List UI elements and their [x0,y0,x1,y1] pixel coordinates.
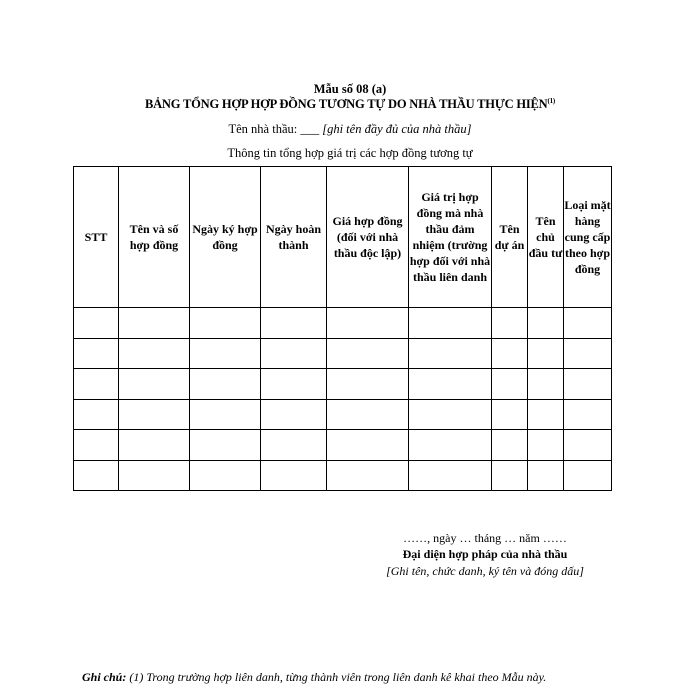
footnote-label: Ghi chú: [82,670,127,684]
table-cell [564,308,612,339]
table-cell [528,399,564,430]
table-cell [492,430,528,461]
table-cell [409,369,492,400]
table-row [74,430,612,461]
table-cell [74,399,119,430]
footnote-text: (1) Trong trường hợp liên danh, từng thành viên trong liên danh kê khai theo Mẫu này. [129,670,547,684]
date-line: ……, ngày … tháng … năm …… [403,531,567,545]
table-cell [190,430,261,461]
table-cell [190,369,261,400]
column-header-sign-date: Ngày ký hợp đồng [190,167,261,308]
signature-instruction: [Ghi tên, chức danh, ký tên và đóng dấu] [386,564,584,578]
table-cell [119,460,190,491]
table-caption: Thông tin tổng hợp giá trị các hợp đồng tương tự [227,146,473,160]
table-cell [190,399,261,430]
table-cell [119,308,190,339]
table-cell [74,308,119,339]
representative-label: Đại diện hợp pháp của nhà thầu [402,547,568,561]
table-row [74,460,612,491]
table-cell [409,460,492,491]
table-row [74,399,612,430]
table-cell [190,460,261,491]
table-cell [261,430,327,461]
table-cell [409,308,492,339]
column-header-contract-name: Tên và số hợp đồng [119,167,190,308]
table-cell [119,399,190,430]
contractor-name-line [0,122,700,137]
table-cell [327,308,409,339]
table-cell [409,430,492,461]
table-cell [327,460,409,491]
table-cell [261,369,327,400]
table-cell [119,369,190,400]
column-header-goods-type: Loại mặt hàng cung cấp theo hợp đồng [564,167,612,308]
table-cell [74,338,119,369]
contracts-table [73,166,612,491]
table-cell [327,430,409,461]
table-row [74,338,612,369]
table-cell [528,430,564,461]
table-cell [492,399,528,430]
column-header-investor-name: Tên chủ đầu tư [528,167,564,308]
document-title-text: BẢNG TỔNG HỢP HỢP ĐỒNG TƯƠNG TỰ DO NHÀ THẦU THỰC HIỆN [144,97,548,111]
table-cell [261,460,327,491]
table-cell [190,338,261,369]
table-cell [492,338,528,369]
footnote [82,670,546,685]
table-cell [261,338,327,369]
column-header-completion-date: Ngày hoàn thành [261,167,327,308]
table-cell [327,369,409,400]
column-header-project-name: Tên dự án [492,167,528,308]
table-cell [528,460,564,491]
table-cell [74,460,119,491]
table-cell [119,338,190,369]
column-header-stt: STT [74,167,119,308]
table-cell [564,460,612,491]
title-footnote-mark: (1) [547,97,556,105]
table-cell [564,430,612,461]
document-title [0,97,700,112]
table-cell [528,369,564,400]
table-cell [74,430,119,461]
table-cell [74,369,119,400]
table-cell [327,338,409,369]
table-cell [564,369,612,400]
contractor-name-label: Tên nhà thầu: ___ [228,122,320,136]
table-cell [564,338,612,369]
table-cell [190,308,261,339]
table-cell [564,399,612,430]
table-cell [528,338,564,369]
column-header-joint-venture-value: Giá trị hợp đồng mà nhà thầu đảm nhiệm (trường hợp đối với nhà thầu liên danh [409,167,492,308]
table-cell [492,369,528,400]
table-cell [119,430,190,461]
table-cell [528,308,564,339]
table-row [74,308,612,339]
table-cell [409,399,492,430]
table-cell [327,399,409,430]
table-cell [261,399,327,430]
column-header-contract-price: Giá hợp đồng (đối với nhà thầu độc lập) [327,167,409,308]
table-cell [492,460,528,491]
table-cell [261,308,327,339]
contractor-name-instruction: [ghi tên đầy đủ của nhà thầu] [322,122,472,136]
table-row [74,369,612,400]
form-code: Mẫu số 08 (a) [313,82,387,96]
table-cell [492,308,528,339]
table-cell [409,338,492,369]
table-header-row [74,167,612,308]
